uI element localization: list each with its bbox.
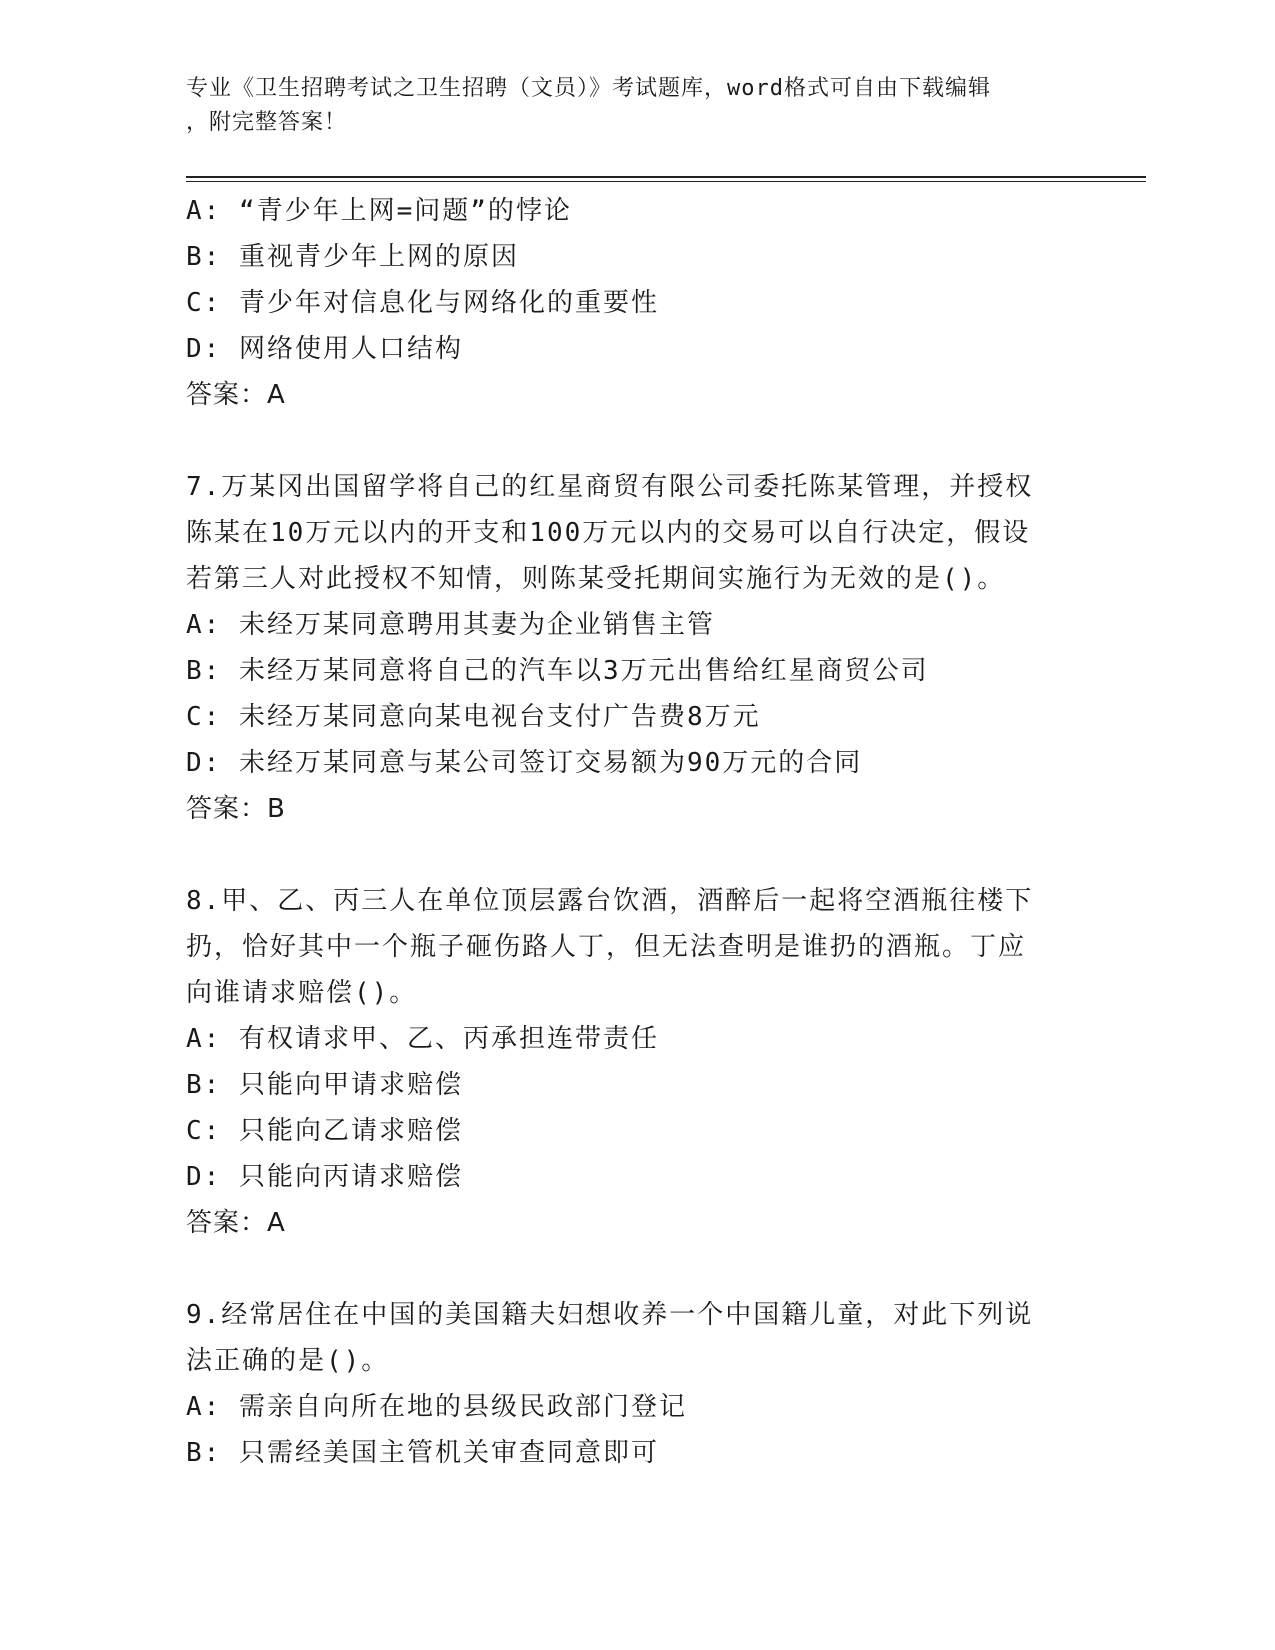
question-list [186, 188, 1086, 1476]
answer-line: 答案：A [186, 380, 286, 410]
option-d: D: 未经万某同意与某公司签订交易额为90万元的合同 [186, 748, 863, 778]
question-6 [186, 188, 1086, 418]
question-spacer [186, 418, 1086, 464]
answer-line: 答案：B [186, 794, 286, 824]
question-9 [186, 1292, 1086, 1476]
question-text-line: 扔，恰好其中一个瓶子砸伤路人丁，但无法查明是谁扔的酒瓶。丁应 [186, 932, 1027, 962]
header-line-1: 专业《卫生招聘考试之卫生招聘（文员）》考试题库，word格式可自由下载编辑 [186, 76, 991, 101]
question-text-line: 7.万某冈出国留学将自己的红星商贸有限公司委托陈某管理，并授权 [186, 472, 1034, 502]
option-d: D: 只能向丙请求赔偿 [186, 1162, 463, 1192]
header-divider-thin [186, 181, 1146, 182]
option-b: B: 只需经美国主管机关审查同意即可 [186, 1438, 659, 1468]
question-text-line: 若第三人对此授权不知情，则陈某受托期间实施行为无效的是()。 [186, 564, 1006, 594]
option-d: D: 网络使用人口结构 [186, 334, 463, 364]
question-text-line: 向谁请求赔偿()。 [186, 978, 418, 1008]
option-c: C: 只能向乙请求赔偿 [186, 1116, 463, 1146]
option-a: A: “青少年上网=问题”的悖论 [186, 196, 572, 226]
question-text-line: 8.甲、乙、丙三人在单位顶层露台饮酒，酒醉后一起将空酒瓶往楼下 [186, 886, 1034, 916]
option-b: B: 未经万某同意将自己的汽车以3万元出售给红星商贸公司 [186, 656, 929, 686]
question-8 [186, 878, 1086, 1246]
question-7 [186, 464, 1086, 832]
option-c: C: 未经万某同意向某电视台支付广告费8万元 [186, 702, 761, 732]
document-header [186, 72, 1066, 140]
option-b: B: 重视青少年上网的原因 [186, 242, 519, 272]
header-line-2: ，附完整答案！ [186, 110, 348, 135]
option-a: A: 有权请求甲、乙、丙承担连带责任 [186, 1024, 659, 1054]
question-spacer [186, 1246, 1086, 1292]
question-spacer [186, 832, 1086, 878]
option-c: C: 青少年对信息化与网络化的重要性 [186, 288, 659, 318]
option-a: A: 需亲自向所在地的县级民政部门登记 [186, 1392, 687, 1422]
header-divider-thick [186, 176, 1146, 178]
question-text-line: 法正确的是()。 [186, 1346, 390, 1376]
option-a: A: 未经万某同意聘用其妻为企业销售主管 [186, 610, 715, 640]
option-b: B: 只能向甲请求赔偿 [186, 1070, 463, 1100]
answer-line: 答案：A [186, 1208, 286, 1238]
question-text-line: 陈某在10万元以内的开支和100万元以内的交易可以自行决定，假设 [186, 518, 1031, 548]
question-text-line: 9.经常居住在中国的美国籍夫妇想收养一个中国籍儿童，对此下列说 [186, 1300, 1034, 1330]
